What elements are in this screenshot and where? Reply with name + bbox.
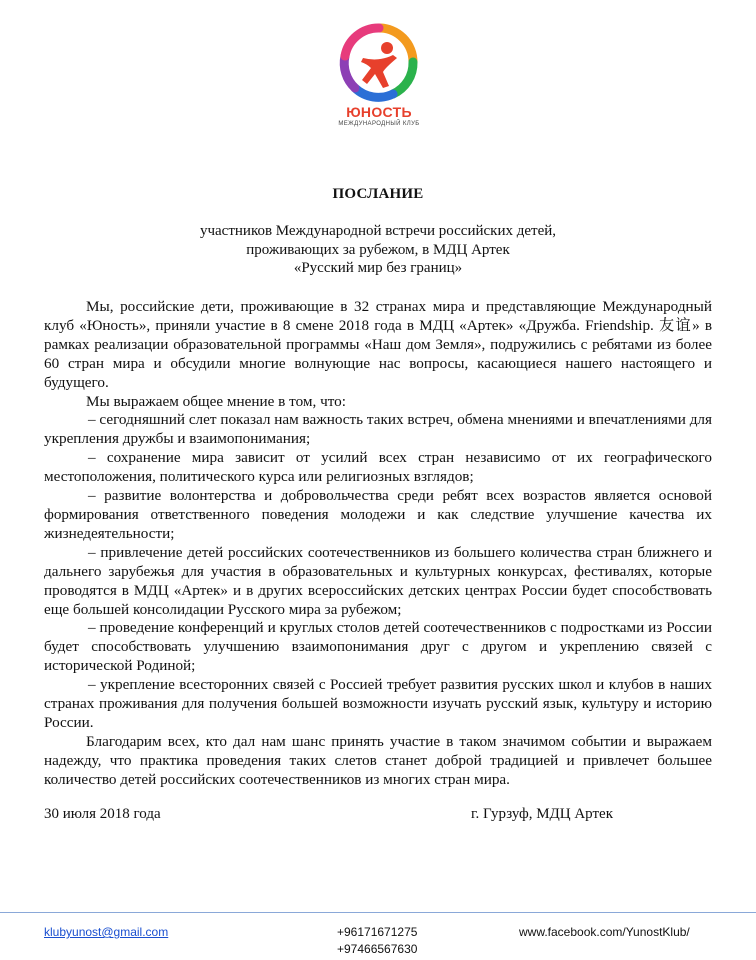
subtitle-line: «Русский мир без границ» — [293, 260, 463, 276]
logo-emblem-icon — [333, 22, 425, 104]
subtitle-line: проживающих за рубежом, в МДЦ Артек — [246, 241, 510, 258]
logo-subtitle: МЕЖДУНАРОДНЫЙ КЛУБ — [338, 121, 420, 127]
footer-website: www.facebook.com/YunostKlub/ — [519, 925, 690, 939]
list-item: – сохранение мира зависит от усилий всех стран независимо от их географического местоположения, политического курса или религиозных взглядов; — [44, 449, 712, 486]
footer-divider — [0, 912, 756, 913]
club-logo — [333, 22, 425, 132]
footer-phone: +96171671275 — [337, 925, 418, 939]
footer-phone: +97466567630 — [337, 942, 418, 956]
list-item: – привлечение детей российских соотечественников из большего количества стран ближнего и дальнего зарубежья для участия в образовательных и культурных конкурсах, фестивалях, которые проводятся в МДЦ «Артек» и в других всероссийских детских центрах России будет способствовать еще большей консолидации Русского мира за рубежом; — [44, 543, 712, 618]
closing-paragraph: Благодарим всех, кто дал нам шанс принять участие в таком значимом событии и выражаем надежду, что практика проведения таких слетов станет доброй традицией и привлечет большее количество детей российских соотечественников из многих стран мира. — [44, 732, 712, 788]
subtitle-line: участников Международной встречи российских детей, — [199, 223, 557, 239]
list-item: – проведение конференций и круглых столов детей соотечественников с подростками из России будет способствовать улучшению взаимопонимания друг с другом и укреплению связей с исторической Родиной; — [44, 619, 712, 675]
footer-email-link[interactable]: klubyunost@gmail.com — [44, 925, 169, 939]
list-item: – сегодняшний слет показал нам важность таких встреч, обмена мнениями и впечатлениями для укрепления дружбы и взаимопонимания; — [44, 411, 712, 448]
signature-date: 30 июля 2018 года — [44, 806, 161, 822]
document-title: ПОСЛАНИЕ — [332, 186, 424, 202]
logo-name: ЮНОСТЬ — [346, 104, 412, 120]
signature-place: г. Гурзуф, МДЦ Артек — [471, 806, 613, 822]
document-body — [44, 298, 712, 790]
document-subtitle — [160, 222, 596, 278]
opinion-lead-paragraph: Мы выражаем общее мнение в том, что: — [86, 392, 346, 410]
list-item: – укрепление всесторонних связей с Россией требует развития русских школ и клубов в наших странах проживания для получения большей возможности изучать русский язык, культуру и историю России. — [44, 676, 712, 731]
intro-paragraph: Мы, российские дети, проживающие в 32 странах мира и представляющие Международный клуб «Юность», приняли участие в 8 смене 2018 года в МДЦ «Артек» «Дружба. Friendship. 友谊» в рамках реализации образовательной программы «Наш дом Земля», подружились с ребятами из более 60 стран мира и обсудили многие волнующие нас вопросы, касающиеся нашего настоящего и будущего. — [44, 298, 712, 391]
list-item: – развитие волонтерства и добровольчества среди ребят всех возрастов является основой формирования ответственного поведения молодежи и как следствие улучшение качества их жизнедеятельности; — [44, 487, 712, 542]
